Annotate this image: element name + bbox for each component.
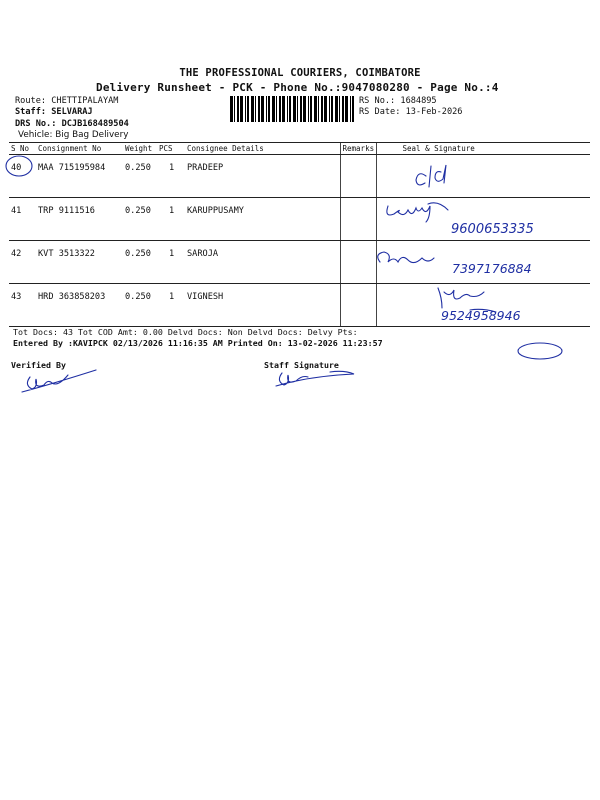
staff-label: Staff: SELVARAJ <box>15 107 93 117</box>
totals-line: Tot Docs: 43 Tot COD Amt: 0.00 Delvd Docs: Non Delvd Docs: Delvy Pts: <box>13 327 358 337</box>
handwritten-phone-42: 7397176884 <box>452 261 532 276</box>
company-name: THE PROFESSIONAL COURIERS, COIMBATORE <box>179 67 421 79</box>
weight-cell: 0.250 <box>123 155 157 198</box>
route-label: Route: CHETTIPALAYAM <box>15 96 119 106</box>
col-header-weight: Weight <box>123 143 157 155</box>
weight-cell: 0.250 <box>123 241 157 284</box>
sno-cell: 43 <box>9 284 36 327</box>
weight-cell: 0.250 <box>123 198 157 241</box>
col-header-pcs: PCS <box>157 143 185 155</box>
runsheet-title: Delivery Runsheet - PCK - Phone No.:9047080280 - Page No.:4 <box>96 81 499 94</box>
pcs-cell: 1 <box>157 155 185 198</box>
handwritten-phone-43: 9524958946 <box>441 308 521 323</box>
col-header-seal: Seal & Signature <box>376 143 590 155</box>
consignment-cell: KVT 3513322 <box>36 241 123 284</box>
verified-by-label: Verified By <box>11 360 66 370</box>
drs-number: DRS No.: DCJB168489504 <box>15 119 129 129</box>
weight-cell: 0.250 <box>123 284 157 327</box>
sno-cell: 40 <box>9 155 36 198</box>
signature-row-42 <box>378 252 434 263</box>
pcs-cell: 1 <box>157 284 185 327</box>
col-header-sno: S No <box>9 143 36 155</box>
rs-date: RS Date: 13-Feb-2026 <box>359 107 463 117</box>
consignment-cell: MAA 715195984 <box>36 155 123 198</box>
entered-by-line: Entered By :KAVIPCK 02/13/2026 11:16:35 AM Printed On: 13-02-2026 11:23:57 <box>13 338 383 348</box>
staff-signature-label: Staff Signature <box>264 360 339 370</box>
vehicle-label: Vehicle: Big Bag Delivery <box>18 130 129 140</box>
signature-verified <box>22 370 96 392</box>
signature-row-41 <box>387 203 448 222</box>
col-header-remarks: Remarks <box>340 143 376 155</box>
sno-cell: 42 <box>9 241 36 284</box>
consignment-cell: TRP 9111516 <box>36 198 123 241</box>
circle-mark-icon <box>6 156 32 176</box>
sno-cell: 41 <box>9 198 36 241</box>
consignment-cell: HRD 363858203 <box>36 284 123 327</box>
signature-staff <box>276 371 354 386</box>
col-header-consignee: Consignee Details <box>185 143 340 155</box>
pcs-cell: 1 <box>157 198 185 241</box>
handwritten-phone-41: 9600653335 <box>451 222 534 237</box>
consignee-cell: SAROJA <box>185 241 340 284</box>
pcs-cell: 1 <box>157 241 185 284</box>
circle-mark-icon <box>518 343 562 359</box>
consignee-cell: PRADEEP <box>185 155 340 198</box>
consignee-cell: VIGNESH <box>185 284 340 327</box>
consignee-cell: KARUPPUSAMY <box>185 198 340 241</box>
rs-number: RS No.: 1684895 <box>359 96 437 106</box>
col-header-consignment: Consignment No <box>36 143 123 155</box>
signature-row-40 <box>416 165 446 187</box>
